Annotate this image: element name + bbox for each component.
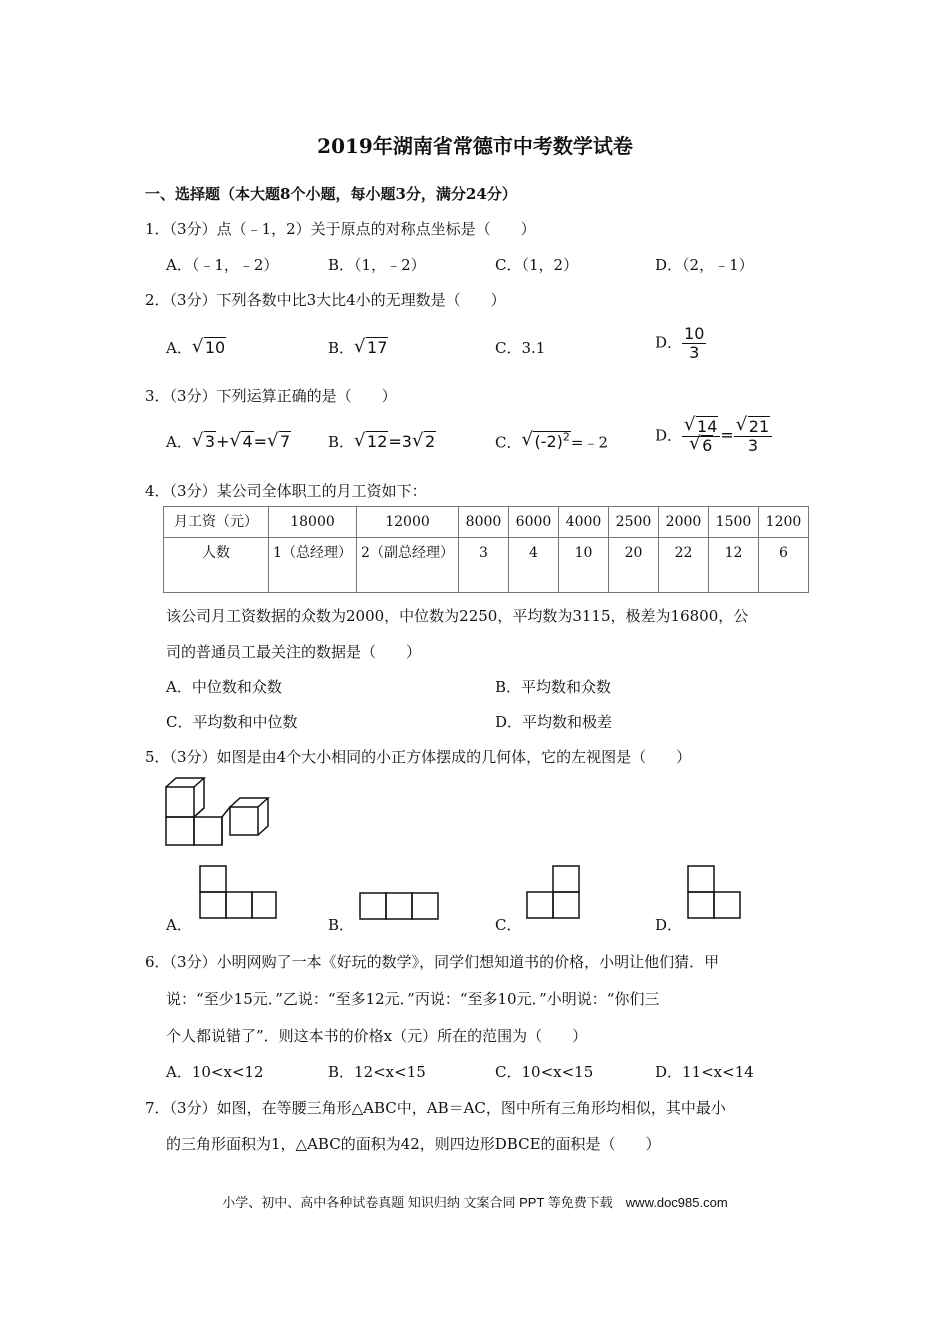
q6-option-a: A．10<x<12: [166, 1063, 264, 1081]
q4-option-a: A．中位数和众数: [166, 678, 282, 696]
question-2-stem: 2．（3分）下列各数中比3大比4小的无理数是（ ）: [145, 291, 506, 309]
q1-option-c: C．（1，2）: [495, 256, 579, 274]
q1-option-d: D．（2，﹣1）: [655, 256, 754, 274]
table-cell: 1200: [759, 507, 809, 538]
q3-b-label: B．: [328, 433, 355, 451]
sqrt-symbol: [192, 338, 226, 357]
q3-a-label: A．: [166, 433, 192, 451]
view-b-figure: [358, 891, 440, 921]
question-6-line-2: 说：“至少15元．”乙说：“至多12元．”丙说：“至多10元．”小明说：“你们三: [166, 990, 660, 1008]
table-cell: 20: [609, 538, 659, 593]
q2-d-label: D．: [655, 333, 683, 352]
section-heading: 一、选择题（本大题8个小题，每小题3分，满分24分）: [145, 185, 517, 203]
q2-d-numerator: 10: [684, 324, 705, 343]
q2-option-b: [328, 337, 388, 358]
q2-a-radicand: 10: [204, 338, 226, 357]
question-4-stem: 4．（3分）某公司全体职工的月工资如下：: [145, 482, 427, 500]
sqrt-symbol: [267, 432, 291, 451]
q3-a-plus: +: [216, 432, 230, 451]
table-cell: 10: [559, 538, 609, 593]
q3-a-rad3: 7: [280, 432, 291, 451]
view-d-figure: [686, 864, 744, 920]
table-cell: 人数: [164, 538, 269, 593]
q3-b-rad1: 12: [367, 432, 388, 451]
q6-option-c: C．10<x<15: [495, 1063, 594, 1081]
question-3-stem: 3．（3分）下列运算正确的是（ ）: [145, 387, 397, 405]
q3-option-c: [495, 431, 608, 452]
q3-a-rad1: 3: [204, 432, 216, 451]
q2-option-c: C．3.1: [495, 339, 546, 357]
q2-option-d: [655, 325, 706, 362]
table-cell: 2000: [659, 507, 709, 538]
q6-option-b: B．12<x<15: [328, 1063, 426, 1081]
table-cell: 月工资（元）: [164, 507, 269, 538]
q3-option-a: [166, 431, 291, 452]
q3-c-exponent: 2: [562, 431, 570, 444]
question-6-line-1: 6．（3分）小明网购了一本《好玩的数学》，同学们想知道书的价格，小明让他们猜．甲: [145, 953, 720, 971]
q3-c-rest: =﹣2: [570, 433, 609, 452]
wage-table: [163, 506, 809, 593]
table-cell: 3: [459, 538, 509, 593]
q4-text-2: 司的普通员工最关注的数据是（ ）: [166, 643, 422, 661]
q5-option-d: D．: [655, 916, 683, 934]
page-footer: 小学、初中、高中各种试卷真题 知识归纳 文案合同 PPT 等免费下载 www.doc985.com: [222, 1195, 728, 1210]
table-cell: 1500: [709, 507, 759, 538]
sqrt-symbol: [412, 432, 436, 451]
sqrt-symbol: [521, 431, 570, 451]
table-cell: 22: [659, 538, 709, 593]
sqrt-symbol: [192, 432, 216, 451]
fraction: [682, 325, 706, 362]
q3-a-rad2: 4: [242, 432, 253, 451]
q1-option-b: B．（1，﹣2）: [328, 256, 426, 274]
q5-option-c: C．: [495, 916, 522, 934]
fraction: [734, 418, 772, 455]
q3-b-eq: =3: [388, 432, 412, 451]
q3-option-d: [655, 418, 772, 455]
table-row: [164, 538, 809, 593]
question-7-line-2: 的三角形面积为1，△ABC的面积为42，则四边形DBCE的面积是（ ）: [166, 1135, 661, 1153]
q4-option-b: B．平均数和众数: [495, 678, 612, 696]
q3-c-radicand: (-2): [534, 432, 563, 452]
q3-b-rad2: 2: [424, 432, 436, 451]
page-title: 2019年湖南省常德市中考数学试卷: [317, 134, 633, 158]
question-1-stem: 1．（3分）点（﹣1，2）关于原点的对称点坐标是（ ）: [145, 220, 536, 238]
q4-option-c: C．平均数和中位数: [166, 713, 298, 731]
q2-b-radicand: 17: [367, 338, 388, 357]
q1-option-a: A．（﹣1，﹣2）: [166, 256, 279, 274]
q3-a-eq: =: [253, 432, 268, 451]
q3-c-label: C．: [495, 433, 522, 452]
q5-option-a: A．: [166, 916, 192, 934]
table-cell: 1（总经理）: [269, 538, 357, 593]
q5-option-b: B．: [328, 916, 355, 934]
table-cell: 4000: [559, 507, 609, 538]
sqrt-symbol: [229, 432, 253, 451]
question-5-stem: 5．（3分）如图是由4个大小相同的小正方体摆成的几何体，它的左视图是（ ）: [145, 748, 692, 766]
table-cell: 4: [509, 538, 559, 593]
table-cell: 6: [759, 538, 809, 593]
table-cell: 6000: [509, 507, 559, 538]
q2-a-label: A．: [166, 339, 192, 357]
table-cell: 18000: [269, 507, 357, 538]
q2-b-label: B．: [328, 339, 355, 357]
table-cell: 2（副总经理）: [357, 538, 459, 593]
table-cell: 12: [709, 538, 759, 593]
table-cell: 8000: [459, 507, 509, 538]
cube-figure: [160, 775, 270, 850]
q3-option-b: [328, 431, 436, 452]
table-cell: 2500: [609, 507, 659, 538]
sqrt-symbol: [354, 432, 388, 451]
q3-d-num2: 21: [748, 417, 770, 436]
question-6-line-3: 个人都说错了”．则这本书的价格x（元）所在的范围为（ ）: [166, 1027, 588, 1045]
q6-option-d: D．11<x<14: [655, 1063, 754, 1081]
fraction: [682, 418, 720, 455]
q4-text-1: 该公司月工资数据的众数为2000，中位数为2250，平均数为3115，极差为16800，公: [166, 607, 749, 625]
q4-option-d: D．平均数和极差: [495, 713, 613, 731]
q3-d-den2: 3: [747, 436, 759, 455]
q3-d-num1: 14: [697, 417, 718, 436]
view-a-figure: [198, 864, 278, 920]
q3-d-eq: =: [720, 425, 734, 445]
q3-d-den1: 6: [702, 436, 713, 455]
q2-d-denominator: 3: [689, 343, 700, 362]
question-7-line-1: 7．（3分）如图，在等腰三角形△ABC中，AB＝AC，图中所有三角形均相似，其中最小: [145, 1099, 726, 1117]
q2-option-a: [166, 337, 226, 358]
q3-d-label: D．: [655, 426, 683, 445]
sqrt-symbol: [354, 338, 388, 357]
table-row: [164, 507, 809, 538]
table-cell: 12000: [357, 507, 459, 538]
view-c-figure: [525, 864, 583, 920]
